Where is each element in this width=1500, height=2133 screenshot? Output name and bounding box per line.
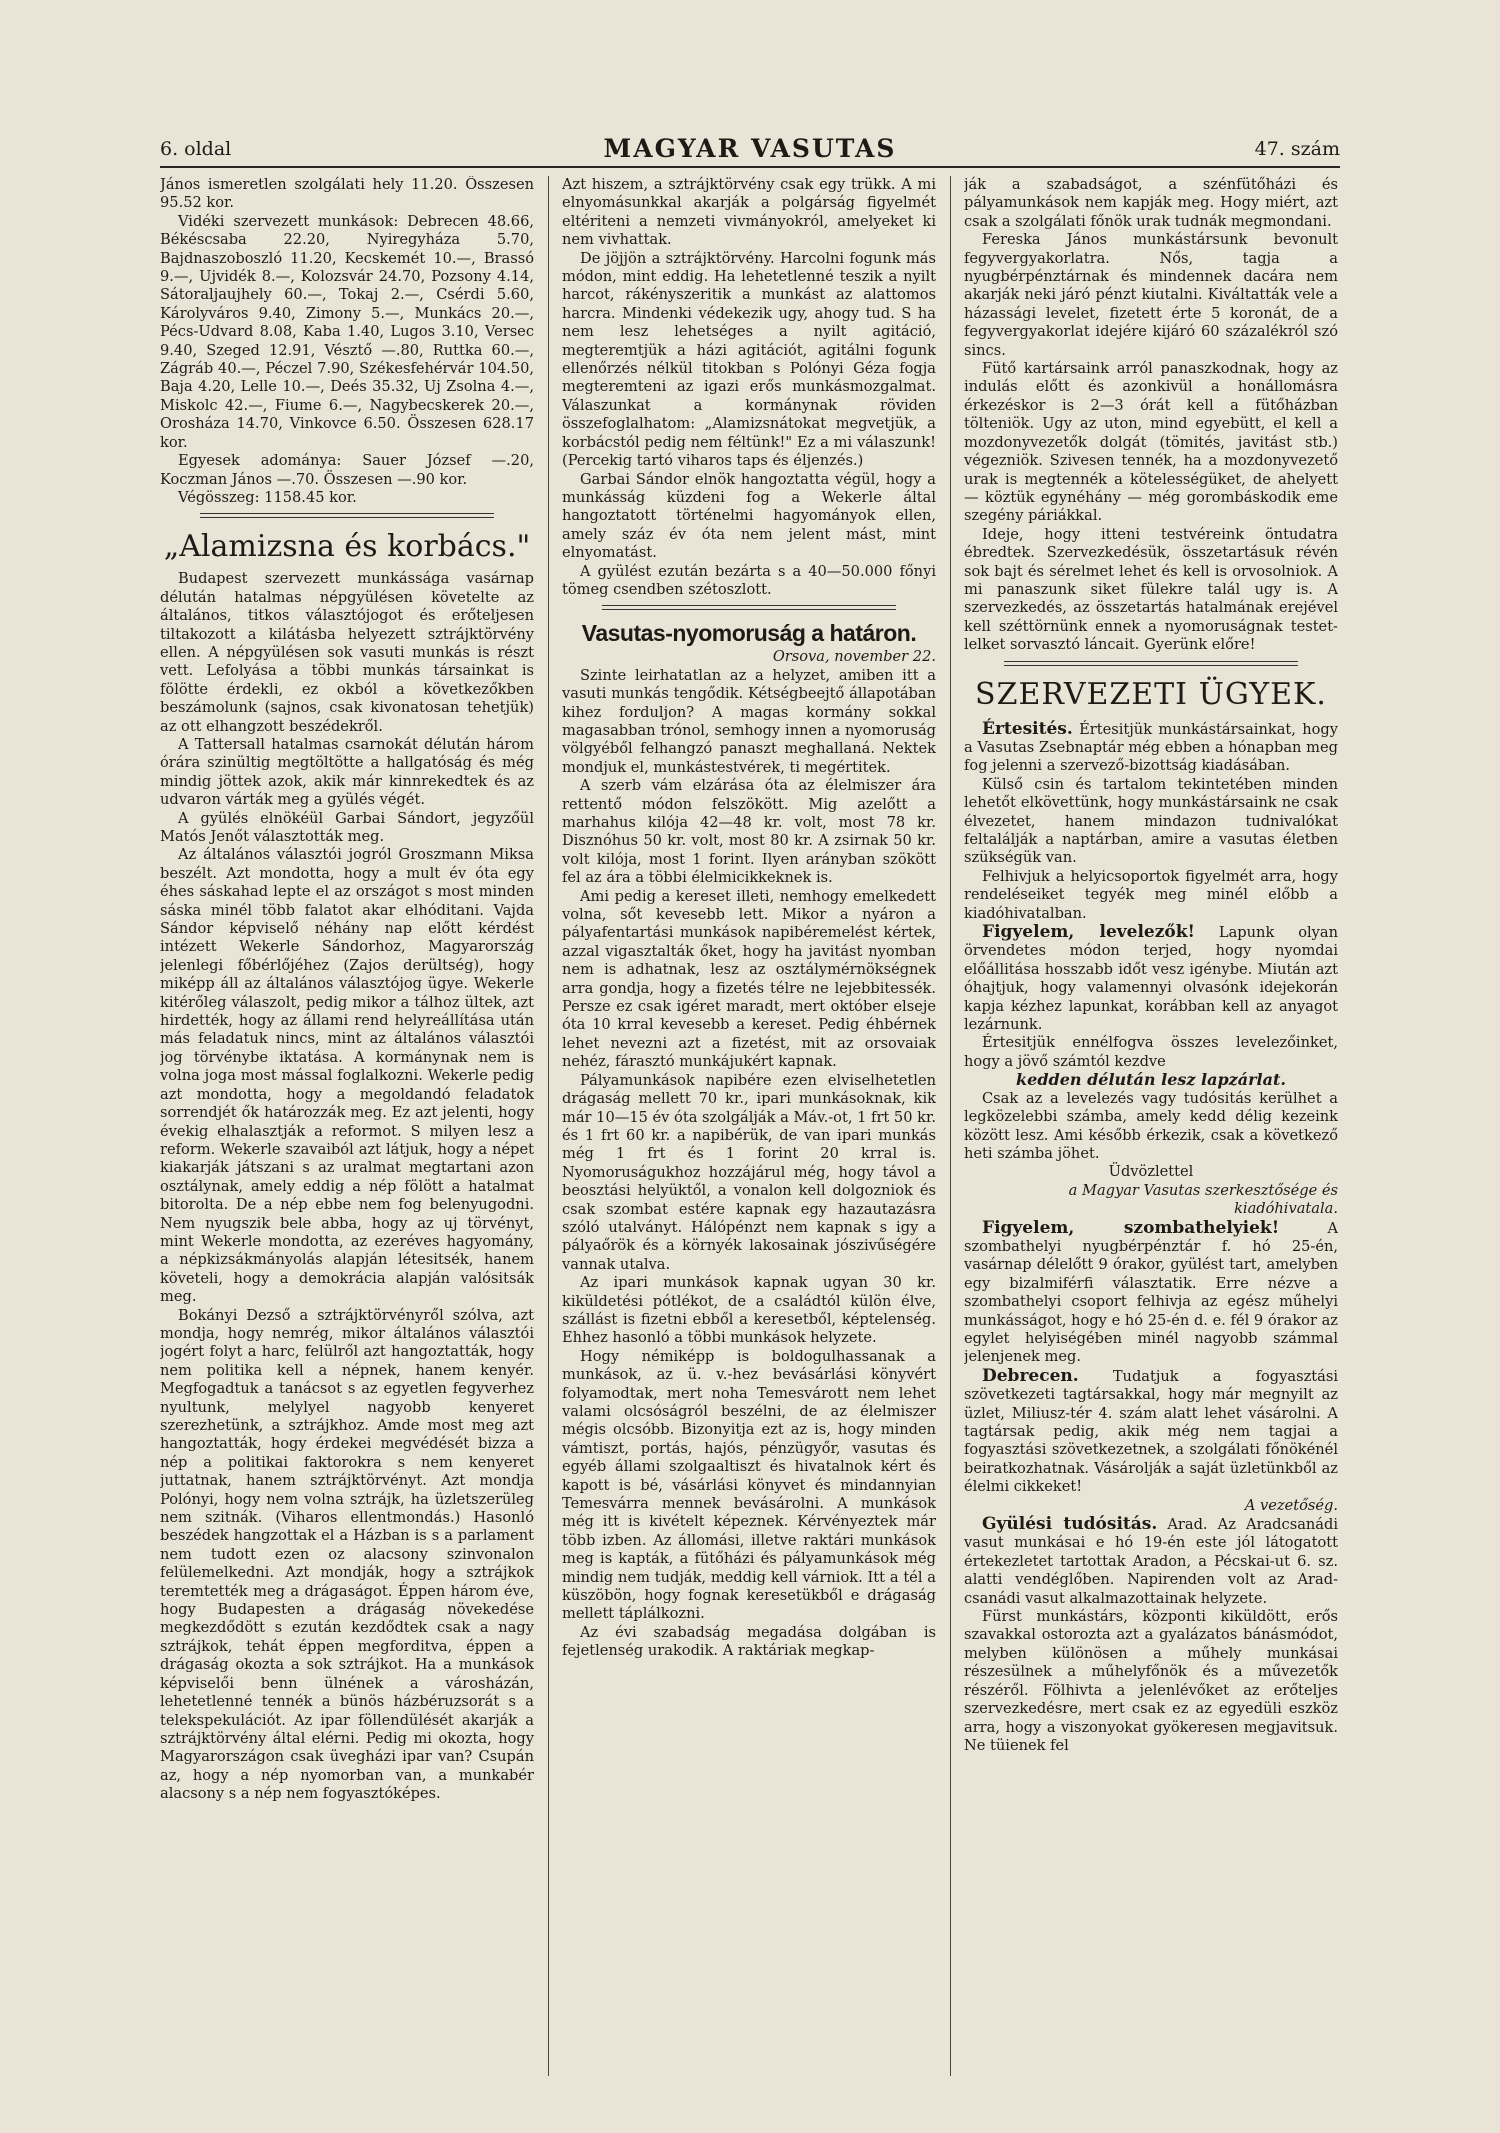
column-rule	[548, 176, 549, 2076]
notice-text: Csak az a levelezés vagy tudósitás kerülhet a legközelebbi számba, amely kedd délig kezeink között lesz. Ami később érkezik, csak a következő heti számba jöhet.	[964, 1089, 1338, 1162]
article-title: „Alamizsna és korbács."	[163, 529, 531, 565]
article-paragraph: Azt hiszem, a sztrájktörvény csak egy trükk. A mi elnyomásunkkal akarják a polgárság figyelmét eltériteni a nemzeti vivmányokról, amelyeket ki nem vivhattak.	[562, 176, 936, 249]
column-rule	[950, 176, 951, 2076]
signature: A vezetőség.	[1244, 1496, 1338, 1514]
notice-item	[964, 1219, 1338, 1367]
article-paragraph: Az évi szabadság megadása dolgában is fejetlenség urakodik. A raktáriak megkap-	[562, 1623, 936, 1660]
column-1	[160, 176, 534, 2076]
notice-text: Külső csin és tartalom tekintetében minden lehetőt elkövettünk, hogy munkástársaink ne csak élvezetet, hanem mindazon tudnivalókat feltalálják a naptárban, amire a vasutas életben szükségük van.	[964, 775, 1338, 867]
notice-item	[964, 1034, 1338, 1071]
article-paragraph: Garbai Sándor elnök hangoztatta végül, hogy a munkásság küzdeni fog a Wekerle által hangoztatott történelmi hagyományok ellen, amely száz év óta nem jelent mást, mint elnyomatást.	[562, 470, 936, 562]
donation-text: Egyesek adománya: Sauer József —.20, Koczman János —.70. Összesen —.90 kor.	[160, 452, 534, 488]
article-paragraph: Hogy némiképp is boldogulhassanak a munkások, az ü. v.-hez bevásárlási könyvért folyamodtak, mert noha Temesvárott nem lehet valami olcsóságról beszélni, de az élelmiszer mégis olcsóbb. Bizonyitja ezt az is, hogy minden vámtiszt, portás, hajós, pénzügyőr, vasutas és egyéb állami szolgaaltiszt és hivatalnok kért és kapott is bé, vásárlási könyvet és mindannyian Temesvárra mennek bevásárolni. A munkások még itt is kivételt képeznek. Kérvényeztek már több izben. Az állomási, illetve raktári munkások meg is kapták, a fütőházi és pályamunkások még mindig nem tudják, meddig kell várniok. Itt a tél a küszöbön, hogy fognak keresetükből e drágaság mellett táplálkozni.	[562, 1347, 936, 1623]
article-title: Vasutas-nyomoruság a határon.	[581, 620, 917, 647]
article-paragraph: A szerb vám elzárása óta az élelmiszer ára rettentő módon felszökött. Mig azelőtt a marhahus kilója 42—48 kr. volt, most 78 kr. Disznóhus 50 kr. volt, most 80 kr. A zsirnak 50 kr. volt kilója, most 1 forint. Ilyen arányban szökött fel az ára a többi élelmicikkeknek is.	[562, 777, 936, 887]
notice-text: A szombathelyi nyugbérpénztár f. hó 25-én, vasárnap délelőtt 9 órakor, gyülést tart, amelyben egy bizalmiférfi választatik. Erre nézve a szombathelyi csoport felhivja az egész műhelyi munkásságot, hogy e hó 25-én d. e. fél 9 órakor az egylet helyiségében minél nagyobb számmal jelenjenek meg.	[964, 1219, 1338, 1366]
notice-item	[964, 923, 1338, 1034]
separator	[200, 513, 494, 518]
notice-lead: Értesités.	[982, 718, 1073, 739]
column-2	[562, 176, 936, 2076]
article-paragraph: Ideje, hogy itteni testvéreink öntudatra ébredtek. Szervezkedésük, összetartásuk révén sok bajt és sérelmet lehet és kell is orvosolniok. A mi panaszunk siket fülekre talál ugy is. A szervezkedés, az összetartás hatalmának erejével kell széttörnünk ennek a nyomoruságnak testet-lelket sorvasztó láncait. Gyerünk előre!	[964, 525, 1338, 654]
article-paragraph: A gyülést ezután bezárta s a 40—50.000 főnyi tömeg csendben szétoszlott.	[562, 562, 936, 598]
article-paragraph: Ami pedig a kereset illeti, nemhogy emelkedett volna, sőt kevesebb lett. Mikor a nyáron a pályafentartási munkások napibéremelést kértek, azzal vigasztalták őket, hogy ha javitást nyomban nem is adhatnak, lesz az osztálymérnökségnek arra gondja, hogy a fizetés télre ne lejebbitessék. Persze ez csak igéret maradt, mert október elseje óta 10 krral kevesebb a kereset. Pedig éhbérnek lehet nevezni azt a fizetést, mit az orsovaiak nehéz, fárasztó munkájukért kapnak.	[562, 887, 936, 1071]
article-paragraph: Az ipari munkások kapnak ugyan 30 kr. kiküldetési pótlékot, de a családtól külön élve, szállást is fizetni ebből a keresetből, képtelenség. Ehhez hasonló a többi munkások helyzete.	[562, 1274, 936, 1347]
separator	[602, 605, 896, 610]
article-paragraph: ják a szabadságot, a szénfütőházi és pályamunkások nem kapják meg. Hogy miért, azt csak a szolgálati főnök urak tudnák megmondani.	[964, 176, 1338, 230]
notice-text: Arad. Az Aradcsanádi vasut munkásai e hó 19-én este jól látogatott értekezletet tartottak Aradon, a Pécskai-ut 6. sz. alatti vendéglőben. Napirenden volt az Arad-csanádi vasut alkalmazottainak helyzete.	[964, 1516, 1338, 1607]
article-paragraph: Az általános választói jogról Groszmann Miksa beszélt. Azt mondotta, hogy a mult év óta egy éhes sáskahad lepte el az országot s most minden sáska minél több falatot akar elhóditani. Vajda Sándor képviselő néhány nap előtt kérdést intézett Wekerle Sándorhoz, Magyarország jelenlegi főbérlőjéhez (Zajos derültség), hogy miképp áll az általános választójog ügye. Wekerle kitérőleg válaszolt, pedig mikor a tálhoz ültek, azt hirdették, hogy az állami rend helyreállítása után más feladatuk nincs, mint az általános választói jog törvénybe iktatása. A kormánynak nem is volna joga most mással foglalkozni. Wekerle pedig azt mondotta, hogy a megoldandó feladatok sorrendjét ők határozzák meg. Ez azt jelenti, hogy évekig elhalasztják a reformot. S milyen lesz a reform. Wekerle szavaiból azt látjuk, hogy a népet kiakarják játszani s az uralmat megtartani azon osztálynak, amely eddig a nép fölött a hatalmat bitorolta. De a nép ebbe nem fog belenyugodni. Nem nyugszik bele abba, hogy az uj törvényt, mint Wekerle mondotta, az ezeréves hagyomány, a népkizsákmányolás alapján létesitsék, hanem követeli, hogy a demokrácia alapján valósitsák meg.	[160, 846, 534, 1306]
dateline: Orsova, november 22.	[772, 648, 936, 666]
notice-text: Értesitjük munkástársainkat, hogy a Vasutas Zsebnaptár még ebben a hónapban meg fog jelenni a szervező-bizottság kiadásában.	[964, 720, 1338, 775]
donation-text: Vidéki szervezett munkások: Debrecen 48.66, Békéscsaba 22.20, Nyiregyháza 5.70, Bajdnaszoboszló 11.20, Kecskemét 10.—, Brassó 9.—, Ujvidék 8.—, Kolozsvár 24.70, Pozsony 4.14, Sátoraljaujhely 60.—, Tokaj 2.—, Csérdi 5.60, Károlyváros 9.40, Zimony 5.—, Munkács 20.—, Pécs-Udvard 8.08, Kaba 1.40, Lugos 3.10, Versec 9.40, Szeged 12.91, Vésztő —.80, Ruttka 60.—, Zágráb 40.—, Péczel 7.90, Székesfehérvár 104.50, Baja 4.20, Lelle 10.—, Deés 35.32, Uj Zsolna 4.—, Miskolc 42.—, Fiume 6.—, Nagybecskerek 20.—, Orosháza 14.70, Vinkovce 6.50. Összesen 628.17 kor.	[160, 212, 534, 451]
notice-item	[964, 1367, 1338, 1497]
notice-text: Lapunk olyan örvendetes módon terjed, hogy nyomdai előállitása hosszabb időt vesz igénybe. Miután azt óhajtjuk, hogy valamennyi olvasónk idejekorán kapja kézhez lapunkat, korábban kell az anyagot lezárnunk.	[964, 924, 1338, 1034]
signature: a Magyar Vasutas szerkesztősége és kiadóhivatala.	[1068, 1181, 1338, 1218]
donation-total: Végösszeg: 1158.45 kor.	[178, 488, 357, 506]
article-paragraph: Fereska János munkástársunk bevonult fegyvergyakorlatra. Nős, tagja a nyugbérpénztárnak és mindennek dacára nem akarják neki járó pénzt kiutalni. Kiváltatták vele a házassági levelet, fizetett érte 5 koronát, de a fegyvergyakorlat idejére kijáró 60 százalékról szó sincs.	[964, 231, 1338, 359]
article-paragraph: Fütő kartársaink arról panaszkodnak, hogy az indulás előtt és azonkivül a honállomásra érkezéskor is 2—3 órát kell a fütőházban tölteniök. Ugy az uton, mind egyebütt, el kell a mozdonyvezetők dolgát (tömités, javitást stb.) végezniök. Szivesen tennék, ha a mozdonyvezető urak is megtennék a kötelességüket, de ahelyett — köztük egynéhány — még gorombáskodik eme szegény páriákkal.	[964, 360, 1338, 525]
page-header	[160, 132, 1340, 168]
notice-item	[964, 776, 1338, 868]
notice-lead: Debrecen.	[982, 1365, 1079, 1386]
notice-item	[964, 720, 1338, 776]
article-paragraph: Bokányi Dezső a sztrájktörvényről szólva, azt mondja, hogy nemrég, mikor általános választói jogért folyt a harc, felülről azt hangoztatták, hogy nem politika kell a népnek, hanem kenyér. Megfogadtuk a tanácsot s az egyetlen fegyverhez nyultunk, melylyel nagyobb kenyeret szerezhetünk, a sztrájkhoz. Amde most meg azt hangoztatták, hogy érdekei megvédését bizza a nép a politikai faktorokra s nem kenyeret juttatnak, hanem sztrájktörvényt. Azt mondja Polónyi, hogy nem volna sztrájk, ha üzletszerüleg nem szitnák. (Viharos ellentmondás.) Hasonló beszédek hangzottak el a Házban is s a parlament nem tudott ezen oz alacsony szinvonalon felülemelkedni. Azt mondják, hogy a sztrájkok teremtették meg a drágaságot. Éppen három éve, hogy Budapesten a drágaság növekedése megkezdődött s ezután kezdődtek csak a nagy sztrájkok, tehát éppen megforditva, éppen a drágaság okozta a sok sztrájkot. Ha a munkások képviselői benn ülnének a városházán, lehetetlenné tennék a bünös házbéruzsorát s a telekspekulációt. Az ipar föllendülését akarják a sztrájktörvény által elérni. Pedig mi okozta, hogy Magyarországon csak üvegházi ipar van? Csupán az, hogy a nép nyomorban van, a munkabér alacsony s a nép nem fogyasztóképes.	[160, 1306, 534, 1803]
article-paragraph: Budapest szervezett munkássága vasárnap délután hatalmas népgyülésen követelte az általános, titkos választójogot és erőteljesen tiltakozott a kilátásba helyezett sztrájktörvény ellen. A népgyülésen sok vasuti munkás is részt vett. Lefolyása a többi munkás társainkat is fölötte érdekli, ez okból a következőkben beszámolunk (sajnos, csak kivonatosan tehetjük) az ott elhangzott beszédekről.	[160, 570, 534, 735]
article-paragraph: Szinte leirhatatlan az a helyzet, amiben itt a vasuti munkás tengődik. Kétségbeejtő állapotában kihez forduljon? A magas kormány sokkal magasabban trónol, semhogy innen a nyomoruság völgyéből felhangzó panaszt meghallaná. Nektek mondjuk el, munkástestvérek, ti megértitek.	[562, 666, 936, 776]
column-3	[964, 176, 1338, 2076]
page-number: 6. oldal	[160, 138, 232, 160]
notice-item	[964, 1608, 1338, 1755]
notice-item	[964, 1515, 1338, 1608]
notice-text: Felhivjuk a helyicsoportok figyelmét arra, hogy rendeléseiket tegyék meg minél előbb a kiadóhivatalban.	[964, 867, 1338, 922]
donation-text: János ismeretlen szolgálati hely 11.20. Összesen 95.52 kor.	[160, 176, 534, 212]
notice-text: Fürst munkástárs, központi kiküldött, erős szavakkal ostorozta azt a gyalázatos bánásmódot, melyben különösen a műhely munkásai részesülnek a műhelyfőnök és a művezetők részéről. Fölhivta a jelenlévőket az erőteljes szervezkedésre, mert csak ez az egyedüli eszköz arra, hogy a viszonyokat gyökeresen megjavitsuk. Ne tüienek fel	[964, 1608, 1338, 1754]
separator	[1004, 661, 1298, 666]
issue-number: 47. szám	[1254, 138, 1340, 160]
greeting: Üdvözlettel	[1108, 1163, 1194, 1181]
notice-lead: Figyelem, szombathelyiek!	[982, 1217, 1280, 1238]
newspaper-title: MAGYAR VASUTAS	[603, 134, 897, 163]
deadline-notice: kedden délután lesz lapzárlat.	[1016, 1070, 1286, 1090]
article-paragraph: A Tattersall hatalmas csarnokát délután három órára szinültig megtöltötte a hallgatóság és még mindig jöttek azok, akik már kinnrekedtek és az udvaron várták meg a gyülés végét.	[160, 735, 534, 809]
section-title: SZERVEZETI ÜGYEK.	[975, 676, 1327, 712]
notice-item	[964, 868, 1338, 923]
article-paragraph: A gyülés elnökéül Garbai Sándort, jegyzőül Matós Jenőt választották meg.	[160, 809, 534, 845]
notice-lead: Gyülési tudósitás.	[982, 1514, 1158, 1535]
article-paragraph: Pályamunkások napibére ezen elviselhetetlen drágaság mellett 70 kr., ipari munkásoknak, kik már 10—15 év óta szolgálják a Máv.-ot, 1 frt 50 kr. és 1 frt 60 kr. a napibérük, de van ipari munkás még 1 frt és 1 forint 20 krral is. Nyomoruságukhoz hozzájárul még, hogy távol a beosztási helyüktől, a vonalon kell dolgozniok és csak szombat estére kapnak egy hazautazásra szóló utalványt. Hálópénzt nem kapnak s igy a pályaőrök és a környék lakosainak jószivűségére vannak utalva.	[562, 1071, 936, 1273]
notice-text: Tudatjuk a fogyasztási szövetkezeti tagtársakkal, hogy már megnyilt az üzlet, Miliusz-tér 4. szám alatt lehet vásárolni. A tagtársak pedig, akik még nem tagjai a fogyasztási szövetkezetnek, a szolgálati főnökénél beiratkozhatnak. Vásárolják a saját üzletünkből az élelmi cikkeket!	[964, 1367, 1338, 1496]
article-paragraph: De jöjjön a sztrájktörvény. Harcolni fogunk más módon, mint eddig. Ha lehetetlenné teszik a nyilt harcot, rákényszeritik a munkást az alattomos harcra. Mindenki védekezik ugy, ahogy tud. S ha nem lesz lehetséges a nyilt agitáció, megteremtjük a házi agitációt, agitálni fogunk ellenőrzés nélkül titokban s Polónyi Géza fogja megteremteni az igazi erős munkásmozgalmat. Válaszunkat a kormánynak röviden összefoglalhatom: „Alamizsnátokat megvetjük, a korbácstól pedig nem féltünk!" Ez a mi válaszunk! (Percekig tartó viharos taps és éljenzés.)	[562, 249, 936, 470]
notice-text: Értesitjük ennélfogva összes levelezőinket, hogy a jövő számtól kezdve	[964, 1034, 1338, 1070]
notice-lead: Figyelem, levelezők!	[982, 922, 1195, 943]
